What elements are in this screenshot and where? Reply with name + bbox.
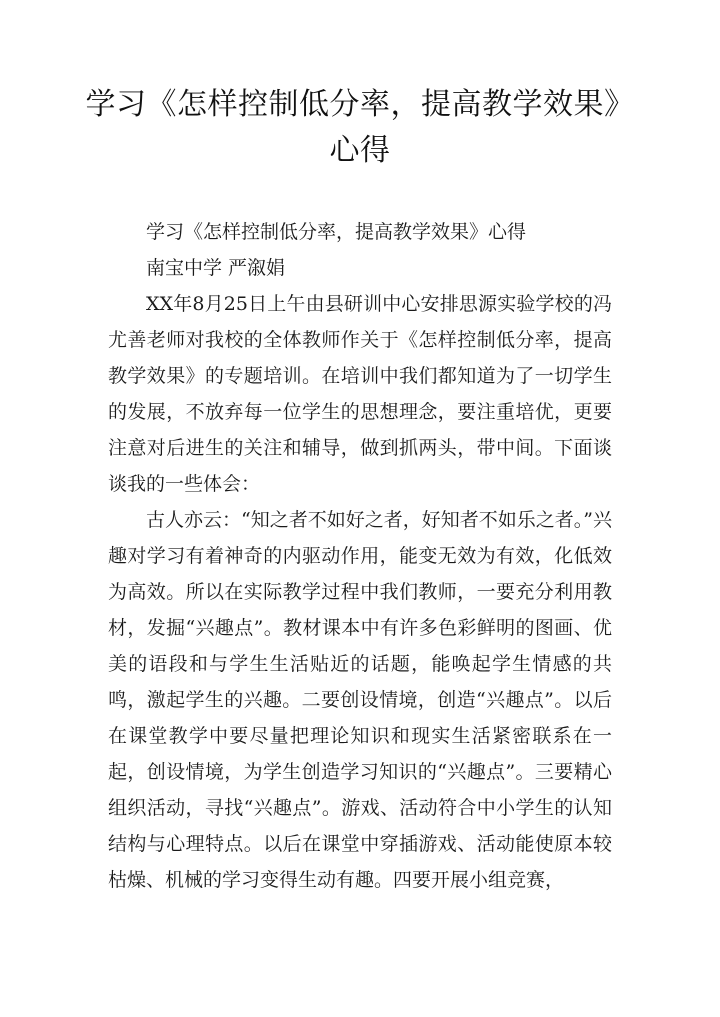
document-title	[60, 82, 660, 174]
paragraph-2: 古人亦云：“知之者不如好之者，好知者不如乐之者。”兴趣对学习有着神奇的内驱动作用，能变无效为有效，化低效为高效。所以在实际教学过程中我们教师，一要充分利用教材，发掘“兴趣点”。教材课本中有许多色彩鲜明的图画、优美的语段和与学生生活贴近的话题，能唤起学生情感的共鸣，激起学生的兴趣。二要创设情境，创造“兴趣点”。以后在课堂教学中要尽量把理论知识和现实生活紧密联系在一起，创设情境，为学生创造学习知识的“兴趣点”。三要精心组织活动，寻找“兴趣点”。游戏、活动符合中小学生的认知结构与心理特点。以后在课堂中穿插游戏、活动能使原本较枯燥、机械的学习变得生动有趣。四要开展小组竞赛，	[108, 509, 612, 891]
title-line-1: 学习《怎样控制低分率，提高教学效果》	[85, 87, 635, 122]
subtitle: 学习《怎样控制低分率，提高教学效果》心得	[146, 221, 527, 243]
document-body	[108, 214, 612, 898]
paragraph-1: XX年8月25日上午由县研训中心安排思源实验学校的冯尤善老师对我校的全体教师作关于《怎样控制低分率，提高教学效果》的专题培训。在培训中我们都知道为了一切学生的发展，不放弃每一位学生的思想理念，要注重培优，更要注意对后进生的关注和辅导，做到抓两头，带中间。下面谈谈我的一些体会：	[108, 293, 612, 495]
author-line: 南宝中学 严溆娟	[146, 257, 286, 279]
title-line-2: 心得	[329, 133, 391, 168]
